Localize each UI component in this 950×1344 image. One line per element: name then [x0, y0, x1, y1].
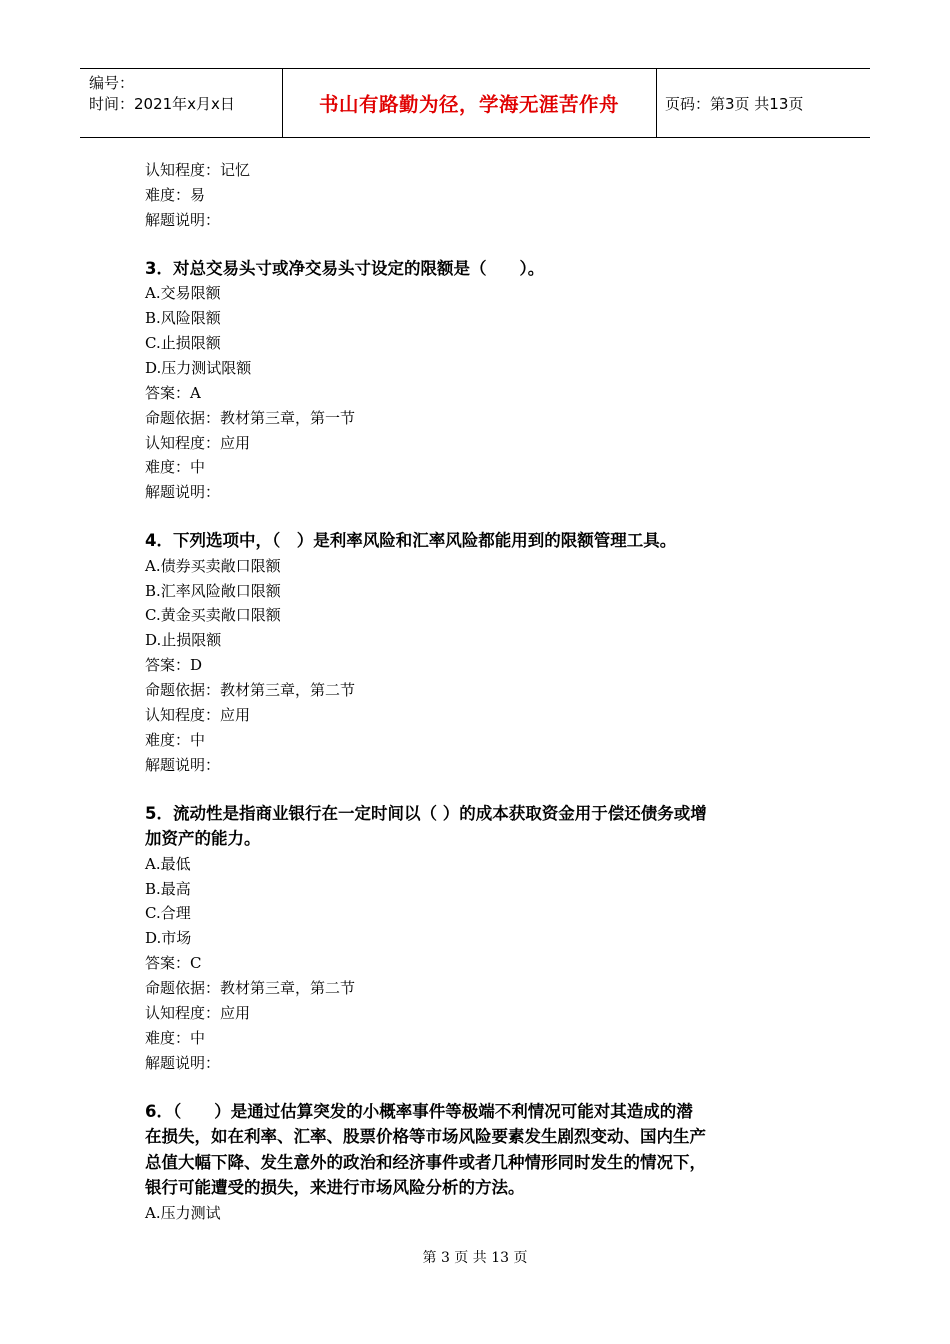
answer-option: D.市场 [145, 929, 192, 948]
question-content [145, 158, 815, 1226]
answer-option: D.压力测试限额 [145, 358, 252, 377]
question-basis: 命题依据：教材第三章，第二节 [145, 681, 356, 700]
document-date: 时间：2021年x月x日 [89, 95, 235, 113]
answer-option: A.交易限额 [145, 284, 221, 303]
header-motto: 书山有路勤为径，学海无涯苦作舟 [318, 93, 619, 116]
question-explanation: 解题说明： [145, 1053, 221, 1072]
difficulty-level: 难度：易 [145, 185, 206, 204]
answer-option: A.压力测试 [145, 1203, 221, 1222]
question-answer: 答案：D [145, 656, 203, 675]
page-header [80, 68, 870, 138]
question-explanation: 解题说明： [145, 483, 221, 502]
question-cognition: 认知程度：应用 [145, 1004, 251, 1023]
question-basis: 命题依据：教材第三章，第一节 [145, 408, 356, 427]
question-stem: 银行可能遭受的损失，来进行市场风险分析的方法。 [145, 1178, 525, 1198]
question-difficulty: 难度：中 [145, 458, 206, 477]
page-footer: 第 3 页 共 13 页 [422, 1250, 528, 1266]
question-stem: 3．对总交易头寸或净交易头寸设定的限额是（ ）。 [145, 258, 545, 278]
question-stem: 总值大幅下降、发生意外的政治和经济事件或者几种情形同时发生的情况下， [145, 1152, 706, 1172]
question-difficulty: 难度：中 [145, 1028, 206, 1047]
question-explanation: 解题说明： [145, 755, 221, 774]
question-stem: 5．流动性是指商业银行在一定时间以（ ）的成本获取资金用于偿还债务或增 [145, 803, 707, 823]
header-page-number: 页码：第3页 共13页 [665, 95, 804, 113]
question-answer: 答案：A [145, 383, 201, 402]
question-cognition: 认知程度：应用 [145, 433, 251, 452]
question-block [145, 1099, 815, 1226]
answer-option: D.止损限额 [145, 631, 222, 650]
answer-option: B.汇率风险敞口限额 [145, 581, 281, 600]
question-difficulty: 难度：中 [145, 730, 206, 749]
header-divider-right [656, 69, 657, 137]
question-answer: 答案：C [145, 954, 202, 973]
cognition-level: 认知程度：记忆 [145, 161, 251, 179]
question-stem: 4．下列选项中，（ ）是利率风险和汇率风险都能用到的限额管理工具。 [145, 531, 677, 551]
answer-option: B.风险限额 [145, 309, 221, 328]
answer-option: B.最高 [145, 879, 191, 898]
question-block [145, 528, 815, 778]
question-cognition: 认知程度：应用 [145, 706, 251, 725]
document-number: 编号： [89, 74, 135, 92]
answer-option: A.最低 [145, 854, 191, 873]
question-block [145, 256, 815, 506]
question-list [145, 256, 815, 1226]
answer-option: C.黄金买卖敞口限额 [145, 606, 281, 625]
question-stem: 加资产的能力。 [145, 829, 261, 849]
question-block [145, 801, 815, 1076]
question-basis: 命题依据：教材第三章，第二节 [145, 979, 356, 998]
header-meta [89, 73, 235, 115]
answer-option: A.债券买卖敞口限额 [145, 556, 281, 575]
question-stem: 在损失，如在利率、汇率、股票价格等市场风险要素发生剧烈变动、国内生产 [145, 1127, 706, 1147]
answer-option: C.合理 [145, 904, 191, 923]
explanation-label: 解题说明： [145, 210, 221, 229]
answer-option: C.止损限额 [145, 333, 221, 352]
question-stem: 6．（ ）是通过估算突发的小概率事件等极端不利情况可能对其造成的潜 [145, 1101, 693, 1121]
